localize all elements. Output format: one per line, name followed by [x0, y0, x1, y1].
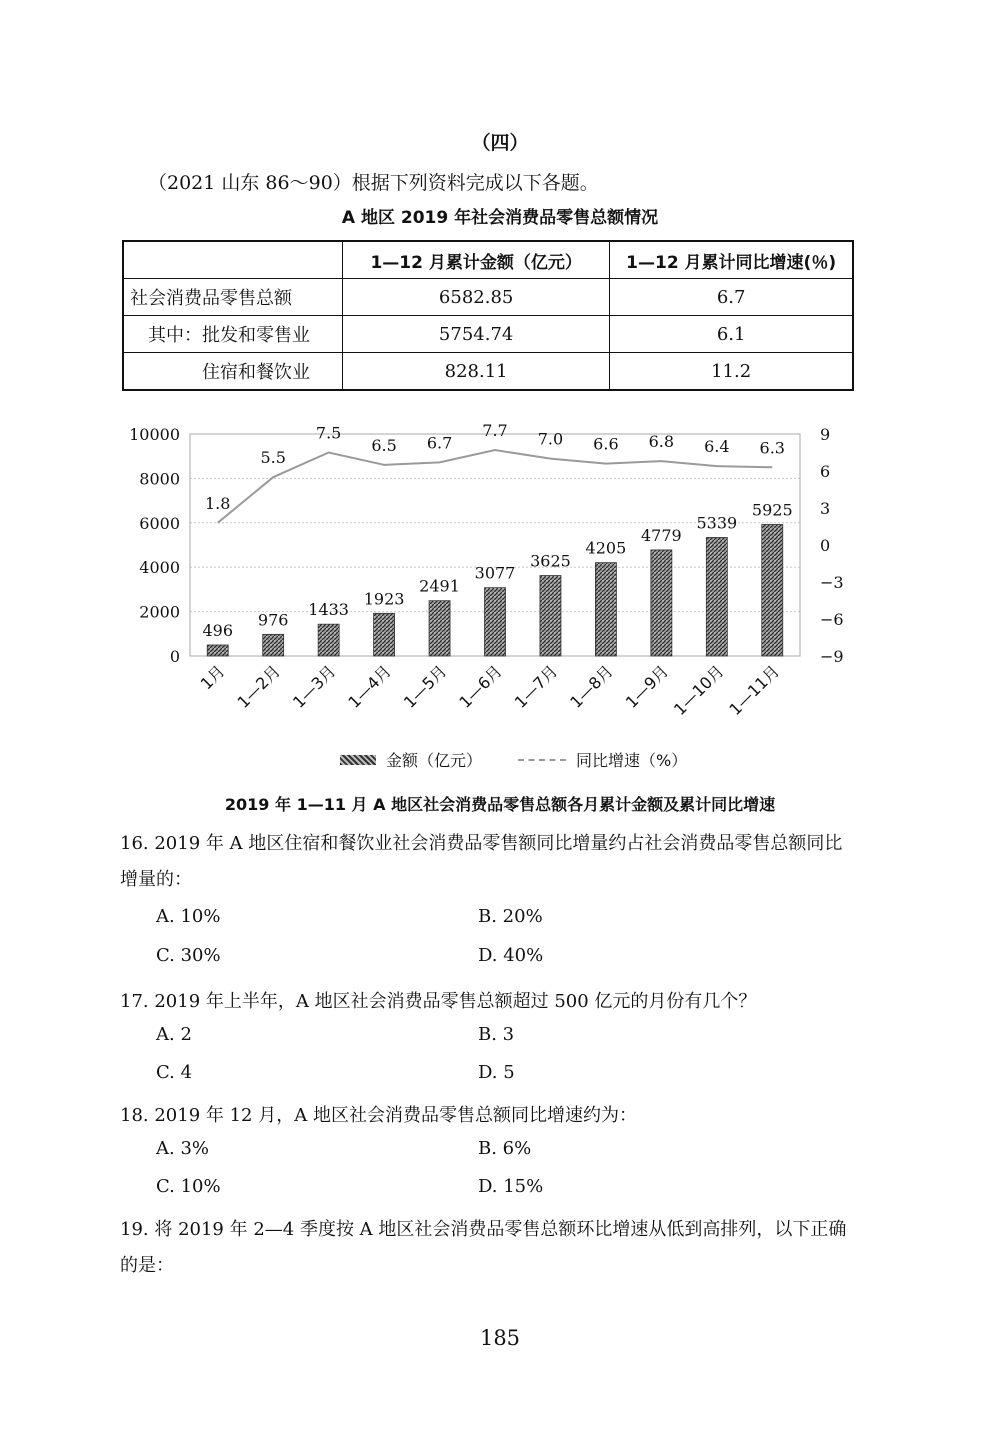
table-row	[123, 316, 853, 353]
y-left-tick-label: 10000	[129, 425, 180, 444]
y-right-tick-label: −9	[820, 647, 844, 666]
bar-value-label: 5339	[696, 513, 738, 533]
y-left-tick-label: 4000	[139, 558, 180, 578]
table-header-cell: 1—12 月累计同比增速(％)	[610, 241, 853, 279]
y-right-tick-label: 6	[820, 462, 831, 481]
option[interactable]: B. 20%	[478, 906, 543, 927]
line-value-label: 6.3	[759, 438, 785, 458]
x-tick-label: 1—4月	[344, 661, 395, 712]
option[interactable]: A. 10%	[156, 906, 221, 927]
row-growth: 6.1	[610, 316, 853, 353]
y-right-tick-label: 3	[820, 499, 831, 518]
bar-value-label: 4779	[641, 525, 682, 545]
line-value-label: 6.4	[704, 437, 730, 457]
x-tick-label: 1—6月	[455, 661, 506, 712]
bar	[263, 634, 284, 656]
table-row	[123, 353, 853, 391]
bar-value-label: 1433	[308, 600, 349, 620]
line-value-label: 6.6	[593, 434, 619, 454]
chart-title: 2019 年 1—11 月 A 地区社会消费品零售总额各月累计金额及累计同比增速	[224, 795, 776, 814]
table-header-row	[123, 241, 853, 279]
option[interactable]: D. 40%	[478, 945, 544, 966]
y-left-tick-label: 6000	[139, 513, 180, 533]
x-tick-label: 1—9月	[621, 661, 673, 712]
x-tick-label: 1—3月	[288, 661, 340, 712]
bar	[706, 537, 727, 656]
legend-line-label: 同比增速（%）	[576, 751, 688, 770]
line-value-label: 5.5	[260, 448, 286, 468]
option[interactable]: C. 30%	[156, 945, 221, 966]
table-header-cell	[123, 241, 343, 279]
section-title: （四）	[471, 132, 529, 154]
option[interactable]: D. 5	[478, 1062, 515, 1083]
option[interactable]: C. 10%	[156, 1176, 221, 1197]
data-table	[122, 240, 854, 391]
option[interactable]: D. 15%	[478, 1176, 544, 1197]
row-amount: 828.11	[343, 353, 610, 391]
line-value-label: 6.8	[648, 432, 675, 452]
row-growth: 6.7	[610, 279, 853, 316]
legend-bar-swatch	[340, 755, 376, 765]
line-value-label: 7.5	[315, 423, 342, 443]
bar	[762, 524, 783, 656]
line-value-label: 6.5	[371, 435, 397, 455]
option[interactable]: A. 2	[156, 1024, 192, 1045]
bar	[207, 645, 228, 656]
bar	[318, 624, 339, 656]
y-right-tick-label: 9	[820, 425, 831, 444]
question-17: 17. 2019 年上半年，A 地区社会消费品零售总额超过 500 亿元的月份有几个？	[120, 991, 757, 1012]
y-right-tick-label: −6	[820, 610, 844, 629]
row-label: 其中：批发和零售业	[123, 316, 343, 353]
intro-text: （2021 山东 86～90）根据下列资料完成以下各题。	[148, 172, 599, 194]
line-value-label: 6.7	[426, 433, 453, 453]
row-amount: 5754.74	[343, 316, 610, 353]
x-tick-label: 1—7月	[510, 661, 562, 712]
option[interactable]: C. 4	[156, 1062, 193, 1083]
bar-value-label: 1923	[363, 589, 405, 609]
y-left-tick-label: 2000	[139, 602, 180, 622]
bar	[595, 563, 616, 656]
x-tick-label: 1—10月	[669, 661, 728, 720]
bar	[429, 601, 450, 656]
question-18: 18. 2019 年 12 月，A 地区社会消费品零售总额同比增速约为：	[120, 1105, 637, 1126]
table-row	[123, 279, 853, 316]
x-tick-label: 1—2月	[233, 661, 285, 712]
option[interactable]: B. 6%	[478, 1138, 532, 1159]
y-right-tick-label: 0	[820, 536, 831, 555]
question-16: 16. 2019 年 A 地区住宿和餐饮业社会消费品零售额同比增量约占社会消费品零售总额同比增量的：	[120, 833, 843, 890]
y-left-tick-label: 8000	[139, 469, 180, 489]
bar-value-label: 5925	[751, 500, 793, 520]
bar-value-label: 4205	[585, 538, 627, 558]
bar-value-label: 496	[202, 620, 234, 640]
table-header-cell: 1—12 月累计金额（亿元）	[343, 241, 610, 279]
page-number: 185	[479, 1326, 521, 1350]
x-tick-label: 1—11月	[725, 661, 784, 720]
option[interactable]: B. 3	[478, 1024, 515, 1045]
x-tick-label: 1月	[196, 661, 229, 694]
row-label: 社会消费品零售总额	[123, 279, 343, 316]
x-tick-label: 1—5月	[399, 661, 451, 712]
line-value-label: 7.7	[482, 421, 508, 441]
combo-chart	[110, 420, 850, 750]
line-value-label: 7.0	[537, 429, 564, 449]
bar-value-label: 3625	[530, 551, 571, 571]
legend-line-swatch	[518, 759, 566, 761]
bar	[485, 588, 506, 656]
line-value-label: 1.8	[205, 493, 231, 513]
bar	[540, 576, 561, 656]
y-right-tick-label: −3	[820, 573, 844, 592]
legend-bar-label: 金额（亿元）	[386, 751, 483, 770]
bar-value-label: 3077	[474, 563, 516, 583]
row-growth: 11.2	[610, 353, 853, 391]
chart-legend	[340, 748, 687, 771]
bar-value-label: 976	[257, 610, 289, 630]
x-tick-label: 1—8月	[566, 661, 617, 712]
bar-value-label: 2491	[419, 576, 460, 596]
row-label: 住宿和餐饮业	[123, 353, 343, 391]
y-left-tick-label: 0	[169, 647, 180, 666]
row-amount: 6582.85	[343, 279, 610, 316]
table-title: A 地区 2019 年社会消费品零售总额情况	[341, 208, 659, 228]
bar	[374, 613, 395, 656]
bar	[651, 550, 672, 656]
question-19: 19. 将 2019 年 2—4 季度按 A 地区社会消费品零售总额环比增速从低到高排列，以下正确的是：	[120, 1219, 847, 1276]
option[interactable]: A. 3%	[156, 1138, 209, 1159]
growth-line	[218, 450, 773, 523]
